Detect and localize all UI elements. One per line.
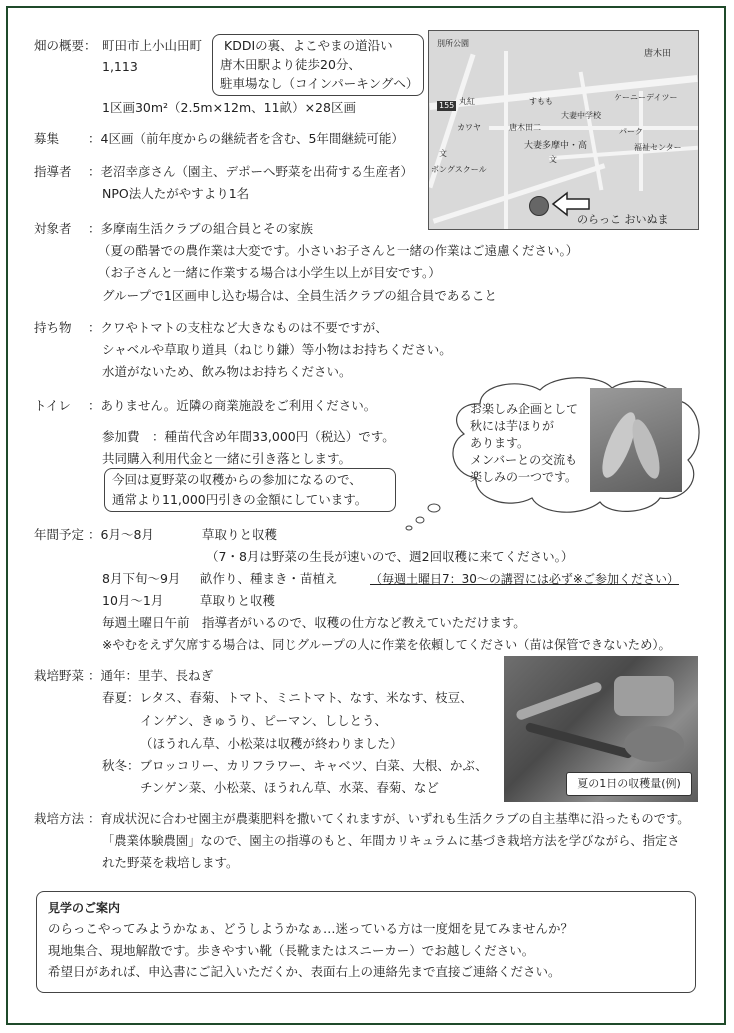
schedule-row1-task: 草取りと収穫 [202,527,278,542]
visit-line-3: 希望日があれば、申込書にご記入いただくか、表面右上の連絡先まで直接ご連絡ください。 [48,964,561,979]
map-label: カワヤ [457,123,481,132]
vegetable-shape [525,722,634,759]
method-line-1: ：育成状況に合わせ園主が農薬肥料を撒いてくれますが、いずれも生活クラブの自主基準に沿ったものです。 [88,812,690,826]
schedule-row3-task: 草取りと収穫 [200,593,276,608]
sweet-potato-photo [590,388,682,492]
fee-line-2: 共同購入利用代金と一緒に引き落とします。 [102,451,352,466]
overview-address-line2: 1,113 [102,59,138,74]
instructor-line-1: ：老沼幸彦さん（園主、デポーへ野菜を出荷する生産者） [88,164,414,179]
potato-shape [627,416,665,481]
map-label: 155 [439,101,455,110]
cloud-line-4: メンバーとの交流も [470,453,578,467]
map-label: すもも [529,97,553,106]
schedule-row1-period: ：6月～8月 [88,527,154,542]
belongings-label: 持ち物 [34,320,72,335]
location-map [428,30,699,230]
recruit-text: ：4区画（前年度からの継続者を含む、5年間継続可能） [88,131,404,146]
fee-line-1: 参加費 ：種苗代含め年間33,000円（税込）です。 [102,429,395,444]
harvest-photo-caption: 夏の1日の収穫量(例) [566,772,692,796]
vegetable-shape [515,681,603,721]
map-road [639,91,643,191]
vegetables-line-3: インゲン、きゅうり、ピーマン、ししとう、 [140,713,388,728]
map-label: 唐木田 [644,49,672,59]
cloud-line-2: 秋には芋ほりが [470,419,555,433]
belongings-line-3: 水道がないため、飲み物はお持ちください。 [102,364,352,379]
method-line-3: れた野菜を栽培します。 [102,855,239,870]
map-label: ケーニーデイツー [614,93,678,102]
map-label: 大妻多摩中・高 [524,141,588,151]
map-label: パーク [619,127,643,136]
overview-label: 畑の概要： [34,38,97,53]
instructor-label: 指導者 [34,164,72,179]
schedule-row2-period: 8月下旬～9月 [102,571,181,586]
cloud-tail-bubbles [400,500,450,540]
schedule-row1-note: （7・8月は野菜の生長が速いので、週2回収穫に来てください。） [206,549,574,564]
method-line-2: 「農業体験農園」なので、園主の指導のもと、年間カリキュラムに基づき栽培方法を学びながら、指定さ [102,834,680,848]
vegetable-shape [614,676,674,716]
vegetables-line-1: ：通年：里芋、長ねぎ [88,668,214,683]
belongings-line-1: ：クワやトマトの支柱など大きなものは不要ですが、 [88,320,388,335]
visit-line-1: のらっこやってみようかなぁ、どうしようかなぁ…迷っている方は一度畑を見てみませんか？ [48,921,574,936]
vegetables-line-6: チンゲン菜、小松菜、ほうれん草、水菜、春菊、など [140,780,439,795]
toilet-label: トイレ [34,398,71,413]
map-label: ボングスクール [431,165,487,174]
fee-bracket-line-1: 今回は夏野菜の収穫からの参加になるので、 [112,472,362,487]
cloud-line-3: あります。 [470,436,530,450]
vegetable-shape [624,726,684,762]
map-label: 大妻中学校 [561,111,601,120]
schedule-line-5: ※やむをえず欠席する場合は、同じグループの人に作業を依頼してください（苗は保管できないため）。 [102,638,671,652]
map-road [504,51,508,229]
schedule-row2-note: （毎週土曜日7：30～の講習には必ず※ご参加ください） [370,572,679,586]
schedule-label: 年間予定 [34,527,85,542]
schedule-row2-task: 畝作り、種まき・苗植え [200,571,338,586]
cloud-line-1: お楽しみ企画として [470,402,579,416]
visit-line-2: 現地集合、現地解散です。歩きやすい靴（長靴またはスニーカー）でお越しください。 [48,943,535,958]
cloud-line-5: 楽しみの一つです。 [470,470,578,484]
target-label: 対象者 [34,221,72,236]
map-label: 文 [439,149,447,158]
target-line-4: グループで1区画申し込む場合は、全員生活クラブの組合員であること [102,288,497,303]
vegetables-line-4: （ほうれん草、小松菜は収穫が終わりました） [140,736,403,751]
visit-title: 見学のご案内 [48,901,121,915]
map-label: 福祉センター [634,143,682,152]
overview-address-line1: 町田市上小山田町 [102,38,203,53]
toilet-text: ：ありません。近隣の商業施設をご利用ください。 [88,398,377,413]
location-line-3: 駐車場なし（コインパーキングへ） [220,76,419,91]
map-label: 唐木田二 [509,123,541,132]
overview-plots: 1区画30m²（2.5m×12m、11畝）×28区画 [102,100,356,115]
vegetables-line-5: 秋冬：ブロッコリー、カリフラワー、キャベツ、白菜、大根、かぶ、 [102,758,488,773]
vegetables-line-2: 春夏：レタス、春菊、トマト、ミニトマト、なす、米なす、枝豆、 [102,690,473,705]
target-line-2: （夏の酷暑での農作業は大変です。小さいお子さんと一緒の作業はご遠慮ください。） [98,243,579,258]
instructor-line-2: NPO法人たがやすより1名 [102,186,250,201]
farm-location-marker [529,196,549,216]
schedule-line-4: 毎週土曜日午前 指導者がいるので、収穫の仕方など教えていただけます。 [102,615,526,630]
map-label: 別所公園 [437,39,469,48]
target-line-1: ：多摩南生活クラブの組合員とその家族 [88,221,314,236]
belongings-line-2: シャベルや草取り道具（ねじり鎌）等小物はお持ちください。 [102,342,452,357]
vegetables-label: 栽培野菜 [34,668,85,683]
recruit-label: 募集 [34,131,60,146]
location-line-2: 唐木田駅より徒歩20分、 [220,57,361,72]
farm-name-label: のらっこ おいぬま [577,213,669,226]
schedule-row3-period: 10月～1月 [102,593,164,608]
map-label: 丸紅 [459,97,475,106]
location-line-1: KDDIの裏、よこやまの道沿い [224,38,393,53]
fee-bracket-line-2: 通常より11,000円引きの金額にしています。 [112,492,368,507]
target-line-3: （お子さんと一緒に作業する場合は小学生以上が目安です。） [98,265,441,280]
harvest-photo [504,656,698,802]
method-label: 栽培方法 [34,811,85,826]
map-label: 文 [549,155,557,164]
